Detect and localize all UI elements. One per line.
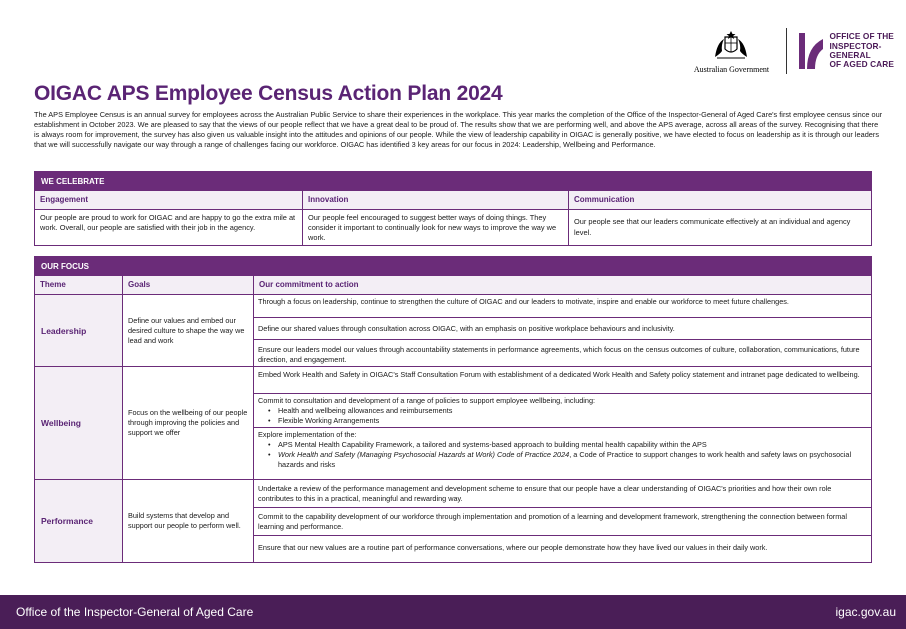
igac-logo-line: OFFICE OF THE — [829, 31, 894, 42]
actions-performance — [254, 480, 871, 562]
action-intro: Commit to consultation and development of a range of policies to support employee wellbeing, including: — [258, 396, 596, 405]
bullet-list — [258, 406, 867, 426]
we-celebrate-heading: WE CELEBRATE — [34, 171, 872, 191]
our-focus-section — [34, 256, 872, 563]
column-header-goals: Goals — [123, 276, 254, 295]
action-item: Commit to the capability development of our workforce through implementation and promotion of a learning and development framework, strengthening the connection between formal learning and performance. — [254, 508, 871, 536]
column-header-theme: Theme — [35, 276, 123, 295]
action-item: Define our shared values through consultation across OIGAC, with an emphasis on positive workplace behaviours and inclusivity. — [254, 318, 871, 340]
footer-bar — [0, 595, 906, 629]
code-of-practice-title: Work Health and Safety (Managing Psychosocial Hazards at Work) Code of Practice 2024 — [278, 450, 570, 459]
australian-government-logo — [686, 29, 776, 74]
our-focus-table — [34, 276, 872, 563]
goal-leadership: Define our values and embed our desired culture to shape the way we lead and work — [123, 295, 254, 367]
bullet-item: • Flexible Working Arrangements — [268, 416, 867, 426]
celebrate-innovation-title: Innovation — [303, 191, 569, 210]
celebrate-communication-title: Communication — [569, 191, 871, 210]
column-header-commitment: Our commitment to action — [254, 276, 871, 295]
action-intro: Explore implementation of the: — [258, 430, 357, 439]
action-item — [254, 394, 871, 428]
igac-logo-line: GENERAL — [829, 50, 871, 60]
igac-mark-icon — [797, 31, 825, 71]
igac-logo-line: OF AGED CARE — [829, 59, 894, 70]
action-item — [254, 428, 871, 479]
action-item: Ensure our leaders model our values through accountability statements in performance agreements, which focus on the census outcomes of culture, collaboration, communications, future direction, and engagement. — [258, 345, 860, 364]
intro-text: The APS Employee Census is an annual survey for employees across the Australian Public Service to share their experiences in the workplace. This year marks the completion of the Office of the Inspector-General of Aged Care's first employee census since our establishment in October 2023. We are pleased to say that the views of our people reflect that we have a great deal to be proud of. The results show that we are performing well, and above the APS average, across all areas of the survey. Recognising that there is always room for improvement, the survey has also given us valuable insight into the attitudes and opinions of our people. While the view of leadership capability in OIGAC is generally positive, we have elected to focus on leadership as it is through our leaders that we will successfully navigate our way through a range of challenges facing our workforce. OIGAC has identified 3 key areas for our focus in 2024: Leadership, Wellbeing and Performance. — [34, 110, 883, 150]
actions-leadership — [254, 295, 871, 367]
coat-of-arms-icon — [711, 29, 751, 63]
theme-leadership: Leadership — [35, 295, 123, 367]
bullet-item — [268, 450, 867, 470]
theme-wellbeing: Wellbeing — [35, 367, 123, 480]
celebrate-engagement-title: Engagement — [35, 191, 303, 210]
theme-performance: Performance — [35, 480, 123, 562]
footer-website-link[interactable]: igac.gov.au — [835, 605, 896, 619]
bullet-list — [258, 440, 867, 470]
bullet-item: • APS Mental Health Capability Framework, a tailored and systems-based approach to building mental health capability within the APS — [268, 440, 867, 450]
goal-performance: Build systems that develop and support our people to perform well. — [123, 480, 254, 562]
bullet-item: • Health and wellbeing allowances and reimbursements — [268, 406, 867, 416]
celebrate-engagement-text: Our people are proud to work for OIGAC and are happy to go the extra mile at work. Overall, our people are satisfied with their job in the agency. — [35, 210, 303, 245]
header-logos — [686, 26, 894, 76]
our-focus-heading: OUR FOCUS — [34, 256, 872, 276]
bullet-text: , a Code of Practice to support changes to work health and safety laws on psychosocial hazards and risks — [278, 450, 852, 469]
actions-wellbeing — [254, 367, 871, 480]
action-item: Through a focus on leadership, continue to strengthen the culture of OIGAC and our leaders to motivate, inspire and enable our workforce to meet future challenges. — [254, 295, 871, 318]
we-celebrate-section — [34, 171, 872, 246]
igac-logo-line: INSPECTOR- — [829, 40, 882, 51]
igac-logo — [797, 31, 894, 71]
we-celebrate-table — [34, 191, 872, 246]
igac-logo-text — [829, 32, 894, 70]
celebrate-communication-text: Our people see that our leaders communicate effectively at an individual and agency level. — [574, 217, 851, 237]
action-item: Undertake a review of the performance management and development scheme to ensure that our people have a clear understanding of OIGAC's priorities and how their own role contributes to this in a practical, meaningful and rewarding way. — [254, 480, 871, 508]
government-name: Australian Government — [693, 64, 770, 74]
action-item: Ensure that our new values are a routine part of performance conversations, where our people demonstrate how they have lived our values in their daily work. — [258, 543, 768, 552]
goal-wellbeing: Focus on the wellbeing of our people through improving the policies and support we offer — [123, 367, 254, 480]
intro-paragraph — [34, 110, 884, 150]
footer-org-name: Office of the Inspector-General of Aged Care — [16, 605, 254, 619]
celebrate-innovation-text: Our people feel encouraged to suggest better ways of doing things. They consider it important to continually look for new ways to improve the way we work. — [303, 210, 569, 245]
action-item: Embed Work Health and Safety in OIGAC's Staff Consultation Forum with establishment of a dedicated Work Health and Safety policy statement and intranet page dedicated to wellbeing. — [254, 367, 871, 394]
logo-divider — [786, 28, 787, 74]
page-title: OIGAC APS Employee Census Action Plan 2024 — [34, 82, 503, 105]
